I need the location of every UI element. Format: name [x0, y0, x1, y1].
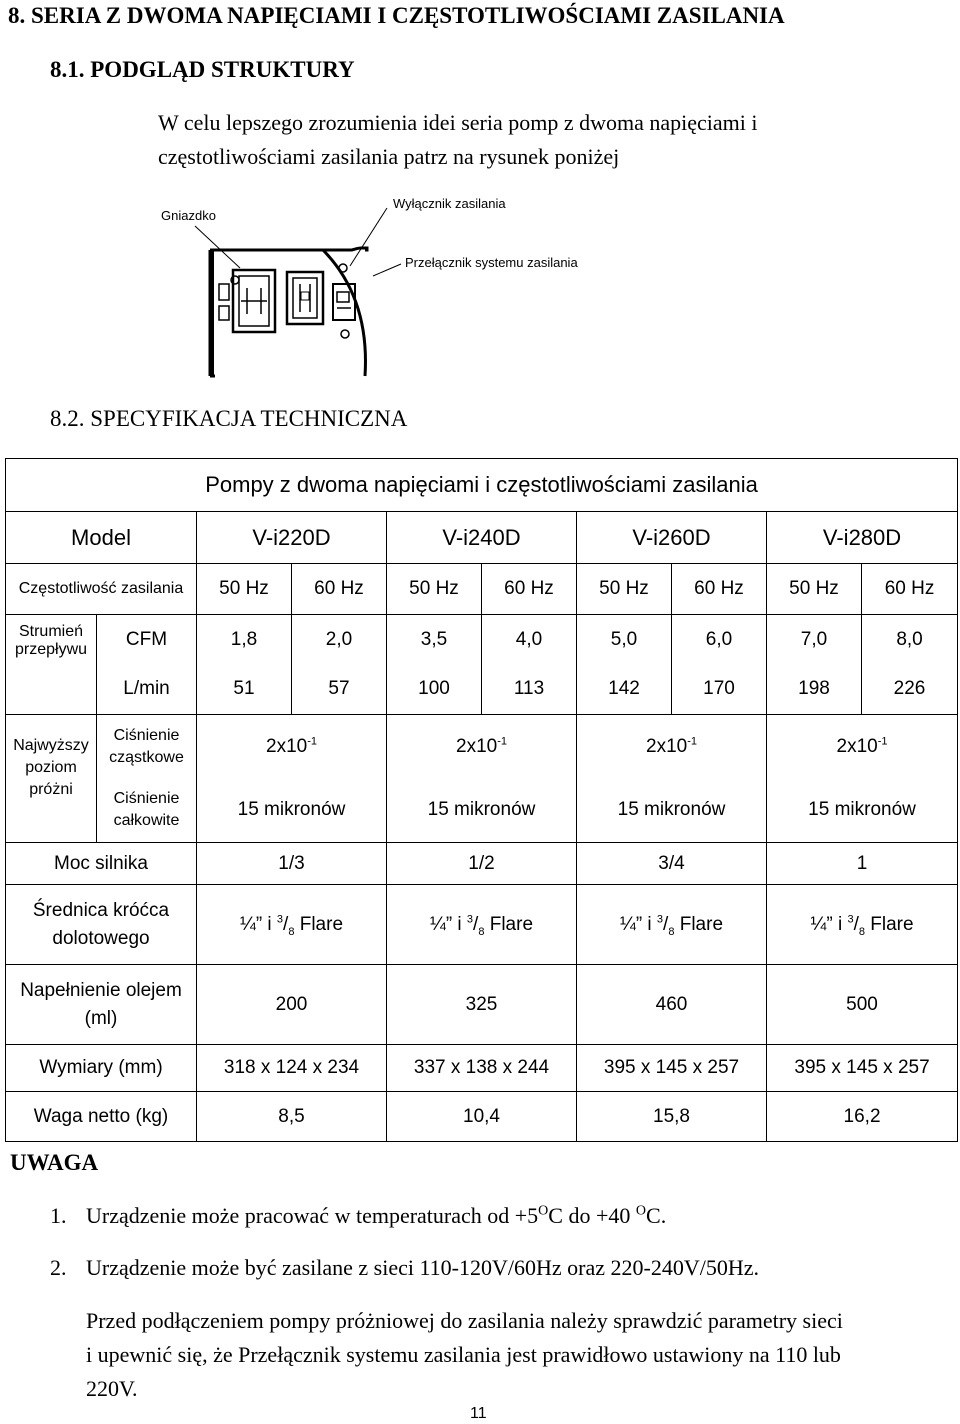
inlet-numerator: 3 — [656, 913, 664, 926]
flow-label — [6, 615, 97, 715]
section-8-2-title: 8.2. SPECYFIKACJA TECHNICZNA — [50, 406, 408, 431]
inlet-text: ¼” i — [619, 913, 657, 935]
cfm-cell: 8,0 — [862, 615, 958, 665]
total-label-line-1: Ciśnienie — [113, 790, 180, 808]
partial-base: 2x10 — [456, 735, 498, 757]
total-label-line-2: całkowite — [113, 812, 180, 830]
note-1-number: 1. — [50, 1203, 67, 1228]
motor-cell: 1/2 — [387, 843, 577, 885]
model-cell: V-i260D — [577, 512, 767, 564]
vacuum-label-line-3: próżni — [29, 781, 73, 798]
lmin-cell: 142 — [577, 665, 672, 715]
cfm-label: CFM — [97, 615, 197, 665]
partial-exponent: -1 — [687, 735, 697, 748]
lmin-cell: 100 — [387, 665, 482, 715]
frequency-cell: 50 Hz — [387, 564, 482, 615]
dimensions-cell: 395 x 145 x 257 — [767, 1045, 958, 1092]
partial-base: 2x10 — [266, 735, 308, 757]
total-pressure-cell: 15 mikronów — [577, 779, 767, 843]
oil-label-line-2: (ml) — [84, 1007, 118, 1029]
section-8-1-title: 8.1. PODGLĄD STRUKTURY — [50, 57, 355, 82]
inlet-cell: ¼” i $^3/_8$ Flare — [767, 885, 958, 965]
model-label: Model — [6, 512, 197, 564]
partial-label-line-2: cząstkowe — [109, 748, 184, 766]
note-1-text-c: C. — [646, 1203, 667, 1228]
partial-pressure-cell — [577, 715, 767, 779]
note-2: Urządzenie może być zasilane z sieci 110-120V/60Hz oraz 220-240V/50Hz. — [86, 1255, 759, 1280]
weight-cell: 10,4 — [387, 1092, 577, 1142]
table-title-row — [6, 459, 958, 512]
lmin-row — [6, 665, 958, 715]
partial-label — [97, 715, 197, 779]
lmin-cell: 198 — [767, 665, 862, 715]
inlet-text: ¼” i — [239, 913, 277, 935]
inlet-cell: ¼” i $^3/_8$ Flare — [197, 885, 387, 965]
label-power-switch: Wyłącznik zasilania — [393, 196, 506, 211]
dimensions-cell: 318 x 124 x 234 — [197, 1045, 387, 1092]
inlet-numerator: 3 — [276, 913, 284, 926]
inlet-row — [6, 885, 958, 965]
warning-line-2: i upewnić się, że Przełącznik systemu zasilania jest prawidłowo ustawiony na 110 lub — [86, 1342, 841, 1367]
total-pressure-row — [6, 779, 958, 843]
partial-exponent: -1 — [307, 735, 317, 748]
total-pressure-cell: 15 mikronów — [197, 779, 387, 843]
dimensions-cell: 337 x 138 x 244 — [387, 1045, 577, 1092]
cfm-row — [6, 615, 958, 665]
page-number: 11 — [470, 1405, 487, 1422]
flow-label-line-2: przepływu — [14, 641, 88, 658]
frequency-cell: 60 Hz — [862, 564, 958, 615]
cfm-cell: 6,0 — [672, 615, 767, 665]
inlet-cell: ¼” i $^3/_8$ Flare — [387, 885, 577, 965]
model-row — [6, 512, 958, 564]
oil-row — [6, 965, 958, 1045]
motor-cell: 1 — [767, 843, 958, 885]
spec-table — [5, 458, 958, 1142]
partial-base: 2x10 — [836, 735, 878, 757]
lmin-cell: 51 — [197, 665, 292, 715]
inlet-suffix: Flare — [674, 913, 724, 935]
inlet-text: ¼” i — [810, 913, 848, 935]
inlet-label-line-1: Średnica króćca — [32, 899, 170, 921]
vacuum-label-line-1: Najwyższy — [13, 737, 89, 754]
lmin-label: L/min — [97, 665, 197, 715]
frequency-row — [6, 564, 958, 615]
oil-cell: 200 — [197, 965, 387, 1045]
note-1-text-a: Urządzenie może pracować w temperaturach od +5 — [86, 1203, 539, 1228]
inlet-label-line-2: dolotowego — [52, 927, 150, 949]
partial-pressure-cell — [197, 715, 387, 779]
oil-cell: 500 — [767, 965, 958, 1045]
partial-exponent: -1 — [497, 735, 507, 748]
note-1 — [86, 1203, 666, 1229]
partial-pressure-cell — [387, 715, 577, 779]
model-cell: V-i220D — [197, 512, 387, 564]
section-8-title: 8. SERIA Z DWOMA NAPIĘCIAMI I CZĘSTOTLIWOŚCIAMI ZASILANIA — [8, 3, 785, 28]
partial-pressure-cell — [767, 715, 958, 779]
power-panel-drawing — [155, 188, 615, 378]
frequency-cell: 60 Hz — [292, 564, 387, 615]
weight-row — [6, 1092, 958, 1142]
oil-label-line-1: Napełnienie olejem — [20, 979, 182, 1001]
warning-line-3: 220V. — [86, 1376, 138, 1401]
cfm-cell: 1,8 — [197, 615, 292, 665]
lmin-cell: 226 — [862, 665, 958, 715]
partial-exponent: -1 — [877, 735, 888, 748]
inlet-denominator: 8 — [288, 925, 295, 938]
partial-label-line-1: Ciśnienie — [113, 726, 180, 744]
oil-cell: 460 — [577, 965, 767, 1045]
note-2-number: 2. — [50, 1255, 67, 1280]
total-pressure-cell: 15 mikronów — [387, 779, 577, 843]
vacuum-label-line-2: poziom — [25, 759, 77, 776]
flow-label-line-1: Strumień — [18, 623, 84, 640]
oil-label — [6, 965, 197, 1045]
motor-cell: 3/4 — [577, 843, 767, 885]
dimensions-row — [6, 1045, 958, 1092]
lmin-cell: 170 — [672, 665, 767, 715]
inlet-denominator: 8 — [668, 925, 675, 938]
dimensions-cell: 395 x 145 x 257 — [577, 1045, 767, 1092]
total-label — [97, 779, 197, 843]
inlet-label — [6, 885, 197, 965]
intro-line-1: W celu lepszego zrozumienia idei seria pomp z dwoma napięciami i — [158, 110, 758, 135]
weight-cell: 16,2 — [767, 1092, 958, 1142]
inlet-suffix: Flare — [864, 913, 914, 935]
frequency-label: Częstotliwość zasilania — [6, 564, 197, 615]
dimensions-label: Wymiary (mm) — [6, 1045, 197, 1092]
motor-cell: 1/3 — [197, 843, 387, 885]
cfm-cell: 7,0 — [767, 615, 862, 665]
inlet-text: ¼” i — [429, 913, 467, 935]
weight-label: Waga netto (kg) — [6, 1092, 197, 1142]
partial-base: 2x10 — [646, 735, 688, 757]
table-title: Pompy z dwoma napięciami i częstotliwościami zasilania — [6, 459, 958, 512]
motor-row — [6, 843, 958, 885]
frequency-cell: 60 Hz — [672, 564, 767, 615]
model-cell: V-i240D — [387, 512, 577, 564]
power-panel-figure — [155, 188, 615, 378]
degree-mark: O — [635, 1203, 647, 1219]
degree-mark: O — [538, 1203, 549, 1219]
lmin-cell: 113 — [482, 665, 577, 715]
frequency-cell: 60 Hz — [482, 564, 577, 615]
cfm-cell: 2,0 — [292, 615, 387, 665]
model-cell: V-i280D — [767, 512, 958, 564]
weight-cell: 15,8 — [577, 1092, 767, 1142]
cfm-cell: 5,0 — [577, 615, 672, 665]
warning-line-1: Przed podłączeniem pompy próżniowej do zasilania należy sprawdzić parametry sieci — [86, 1308, 843, 1333]
frequency-cell: 50 Hz — [767, 564, 862, 615]
inlet-suffix: Flare — [484, 913, 534, 935]
oil-cell: 325 — [387, 965, 577, 1045]
label-voltage-selector: Przełącznik systemu zasilania — [405, 255, 578, 270]
total-pressure-cell: 15 mikronów — [767, 779, 958, 843]
cfm-cell: 4,0 — [482, 615, 577, 665]
frequency-cell: 50 Hz — [197, 564, 292, 615]
intro-line-2: częstotliwościami zasilania patrz na rysunek poniżej — [158, 144, 620, 169]
inlet-cell: ¼” i $^3/_8$ Flare — [577, 885, 767, 965]
notes-heading: UWAGA — [10, 1150, 99, 1175]
vacuum-label — [6, 715, 97, 843]
lmin-cell: 57 — [292, 665, 387, 715]
label-socket: Gniazdko — [161, 208, 216, 223]
partial-pressure-row — [6, 715, 958, 779]
frequency-cell: 50 Hz — [577, 564, 672, 615]
inlet-suffix: Flare — [294, 913, 344, 935]
inlet-denominator: 8 — [858, 925, 865, 938]
inlet-numerator: 3 — [466, 913, 474, 926]
motor-label: Moc silnika — [6, 843, 197, 885]
inlet-numerator: 3 — [847, 913, 854, 926]
inlet-denominator: 8 — [478, 925, 485, 938]
cfm-cell: 3,5 — [387, 615, 482, 665]
note-1-text-b: C do +40 — [548, 1203, 631, 1228]
weight-cell: 8,5 — [197, 1092, 387, 1142]
